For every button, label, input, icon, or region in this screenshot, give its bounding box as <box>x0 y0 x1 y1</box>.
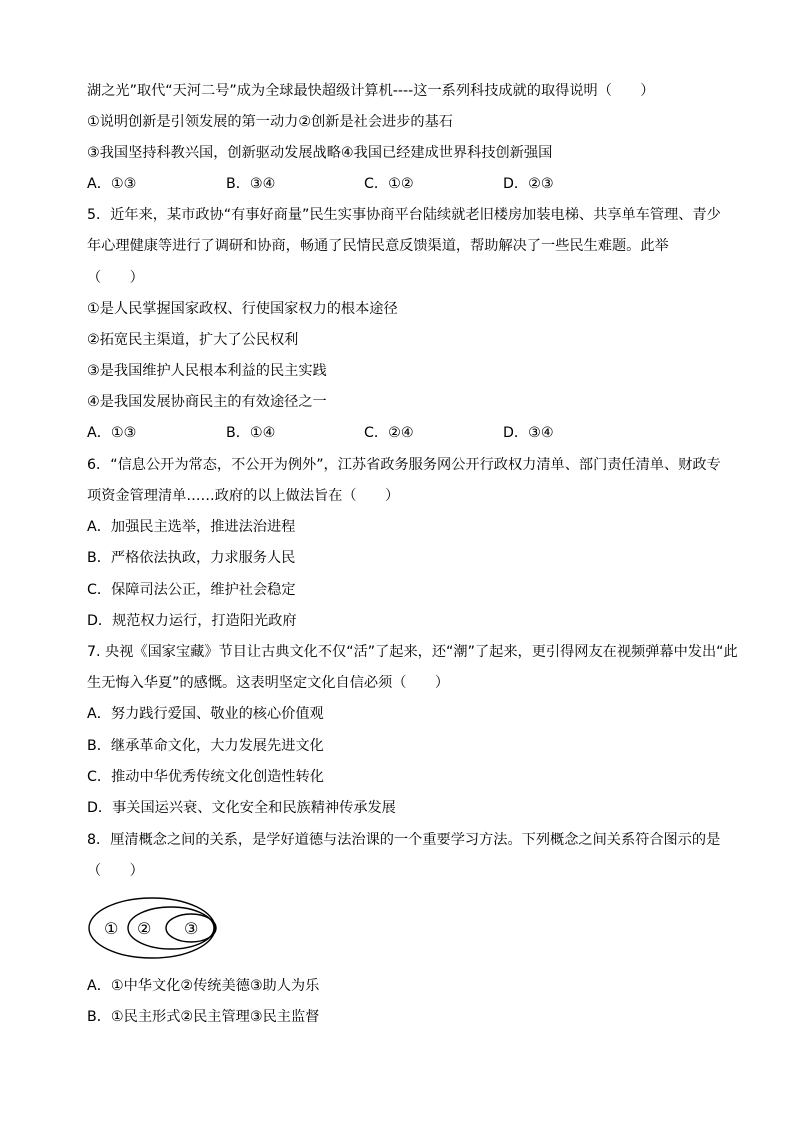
q4-statement-3-4: ③我国坚持科教兴国，创新驱动发展战略④我国已经建成世界科技创新强国 <box>87 145 553 161</box>
q5-option-b[interactable]: B．①④ <box>226 425 276 441</box>
q5-option-a[interactable]: A．①③ <box>87 425 137 441</box>
q7-option-b[interactable]: B．继承革命文化，大力发展先进文化 <box>87 738 324 754</box>
diagram-label-3: ③ <box>184 919 199 938</box>
q7-option-d[interactable]: D．事关国运兴衰、文化安全和民族精神传承发展 <box>87 800 396 816</box>
diagram-label-2: ② <box>137 919 152 938</box>
q5-statement-4: ④是我国发展协商民主的有效途径之一 <box>87 394 327 410</box>
q5-options <box>87 423 717 443</box>
q6-option-d[interactable]: D．规范权力运行，打造阳光政府 <box>87 613 297 629</box>
nested-ellipse-diagram <box>86 895 220 961</box>
q4-option-c[interactable]: C．①② <box>364 176 414 192</box>
q8-answer-bracket: （ ） <box>87 863 144 879</box>
q7-option-c[interactable]: C．推动中华优秀传统文化创造性转化 <box>87 769 324 785</box>
q4-option-b[interactable]: B．③④ <box>226 176 276 192</box>
q4-options <box>87 174 717 194</box>
q5-option-d[interactable]: D．③④ <box>503 425 554 441</box>
q5-statement-2: ②拓宽民主渠道，扩大了公民权利 <box>87 332 299 348</box>
q8-option-a[interactable]: A．①中华文化②传统美德③助人为乐 <box>87 978 320 994</box>
q5-stem-line-1: 5．近年来，某市政协“有事好商量”民生实事协商平台陆续就老旧楼房加装电梯、共享单车管理、青少 <box>87 207 721 223</box>
q8-stem-line-1: 8．厘清概念之间的关系，是学好道德与法治课的一个重要学习方法。下列概念之间关系符合图示的是 <box>87 832 721 848</box>
q7-option-a[interactable]: A．努力践行爱国、敬业的核心价值观 <box>87 706 324 722</box>
q6-stem-line-2: 项资金管理清单……政府的以上做法旨在（ ） <box>87 488 400 504</box>
q8-option-b[interactable]: B．①民主形式②民主管理③民主监督 <box>87 1009 320 1025</box>
q6-stem-line-1: 6．“信息公开为常态，不公开为例外”，江苏省政务服务网公开行政权力清单、部门责任清单、财政专 <box>87 457 721 473</box>
diagram-label-1: ① <box>104 919 119 938</box>
q4-stem-continuation: 湖之光”取代“天河二号”成为全球最快超级计算机----这一系列科技成就的取得说明（ ） <box>87 83 655 99</box>
q4-option-d[interactable]: D．②③ <box>503 176 554 192</box>
q4-option-a[interactable]: A．①③ <box>87 176 137 192</box>
q5-stem-line-2: 年心理健康等进行了调研和协商，畅通了民情民意反馈渠道，帮助解决了一些民生难题。此举 <box>87 238 669 254</box>
q6-option-c[interactable]: C．保障司法公正，维护社会稳定 <box>87 582 296 598</box>
q6-option-b[interactable]: B．严格依法执政，力求服务人民 <box>87 550 296 566</box>
q6-option-a[interactable]: A．加强民主选举，推进法治进程 <box>87 519 296 535</box>
q4-statement-1-2: ①说明创新是引领发展的第一动力②创新是社会进步的基石 <box>87 114 453 130</box>
q7-stem-line-1: 7. 央视《国家宝藏》节目让古典文化不仅“活”了起来，还“潮”了起来，更引得网友在视频弹幕中发出“此 <box>87 644 738 660</box>
q5-statement-3: ③是我国维护人民根本利益的民主实践 <box>87 363 327 379</box>
q5-option-c[interactable]: C．②④ <box>364 425 414 441</box>
q5-answer-bracket: （ ） <box>87 270 144 286</box>
q5-statement-1: ①是人民掌握国家政权、行使国家权力的根本途径 <box>87 301 398 317</box>
q7-stem-line-2: 生无悔入华夏”的感慨。这表明坚定文化自信必须（ ） <box>87 675 450 691</box>
